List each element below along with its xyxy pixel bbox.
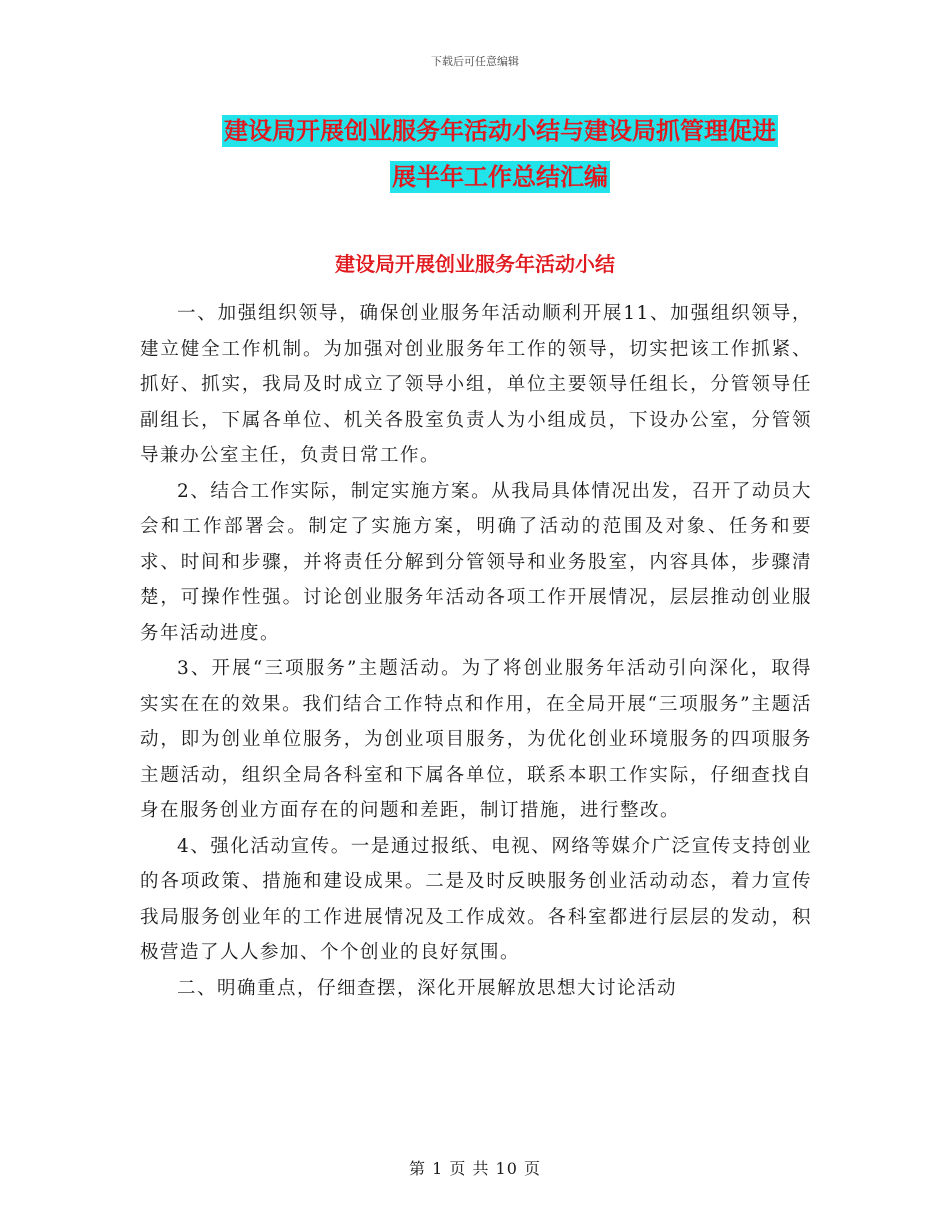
paragraph-2: 2、结合工作实际，制定实施方案。从我局具体情况出发，召开了动员大会和工作部署会。制定了实施方案，明确了活动的范围及对象、任务和要求、时间和步骤，并将责任分解到分管领导和业务股室，内容具体，步骤清楚，可操作性强。讨论创业服务年活动各项工作开展情况，层层推动创业服务年活动进度。 — [140, 480, 812, 644]
section-title: 建设局开展创业服务年活动小结 — [335, 252, 615, 276]
page-header-note: 下载后可任意编辑 — [431, 55, 519, 68]
document-title-line-1: 建设局开展创业服务年活动小结与建设局抓管理促进 — [224, 117, 776, 145]
paragraph-3: 3、开展“三项服务”主题活动。为了将创业服务年活动引向深化，取得实实在在的效果。我们结合工作特点和作用，在全局开展“三项服务”主题活动，即为创业单位服务，为创业项目服务，为优化创业环境服务的四项服务主题活动，组织全局各科室和下属各单位，联系本职工作实际，仔细查找自身在服务创业方面存在的问题和差距，制订措施，进行整改。 — [140, 658, 812, 821]
paragraph-5: 二、明确重点，仔细查摆，深化开展解放思想大讨论活动 — [177, 977, 678, 999]
document-title-line-2: 展半年工作总结汇编 — [392, 163, 608, 191]
document-body — [140, 296, 812, 1006]
paragraph-1: 一、加强组织领导，确保创业服务年活动顺利开展11、加强组织领导，建立健全工作机制。为加强对创业服务年工作的领导，切实把该工作抓紧、抓好、抓实，我局及时成立了领导小组，单位主要领导任组长，分管领导任副组长，下属各单位、机关各股室负责人为小组成员，下设办公室，分管领导兼办公室主任，负责日常工作。 — [140, 303, 812, 466]
document-title — [190, 108, 810, 200]
paragraph-4: 4、强化活动宣传。一是通过报纸、电视、网络等媒介广泛宣传支持创业的各项政策、措施和建设成果。二是及时反映服务创业活动动态，着力宣传我局服务创业年的工作进展情况及工作成效。各科室都进行层层的发动，积极营造了人人参加、个个创业的良好氛围。 — [140, 835, 812, 963]
page-number: 第 1 页 共 10 页 — [409, 1159, 541, 1178]
